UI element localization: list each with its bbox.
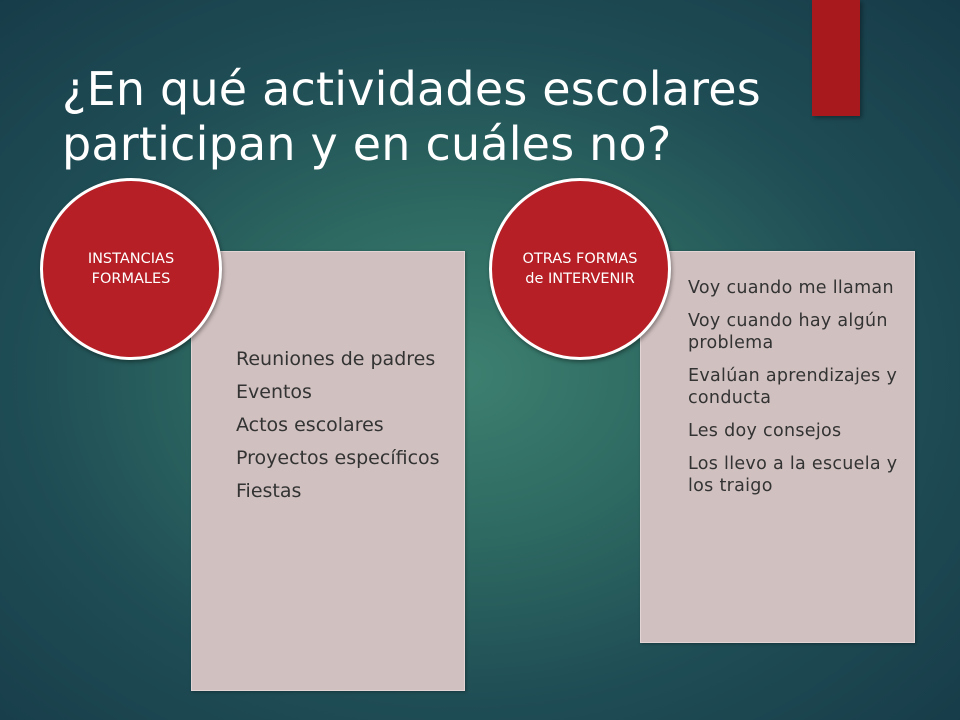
list-item: Actos escolares <box>236 414 384 436</box>
list-item: Fiestas <box>236 480 302 502</box>
list-item: Voy cuando hay algún problema <box>688 311 888 353</box>
list-item: Reuniones de padres <box>236 348 436 370</box>
formal-instances-label: INSTANCIAS FORMALES <box>87 251 175 287</box>
list-item: Les doy consejos <box>688 421 842 441</box>
formal-instances-circle <box>40 178 222 360</box>
list-item: Voy cuando me llaman <box>688 278 894 298</box>
accent-bar <box>812 0 860 116</box>
list-item: Los llevo a la escuela y los traigo <box>688 454 898 496</box>
list-item: Proyectos específicos <box>236 447 440 469</box>
list-item: Evalúan aprendizajes y conducta <box>688 366 898 408</box>
list-item: Eventos <box>236 381 312 403</box>
slide-title: ¿En qué actividades escolares participan y en cuáles no? <box>62 62 761 171</box>
formal-instances-card <box>191 251 465 691</box>
other-forms-list <box>688 277 906 508</box>
other-forms-label: OTRAS FORMAS de INTERVENIR <box>522 251 638 287</box>
other-forms-circle <box>489 178 671 360</box>
other-forms-card <box>640 251 915 643</box>
formal-instances-list <box>236 348 458 513</box>
